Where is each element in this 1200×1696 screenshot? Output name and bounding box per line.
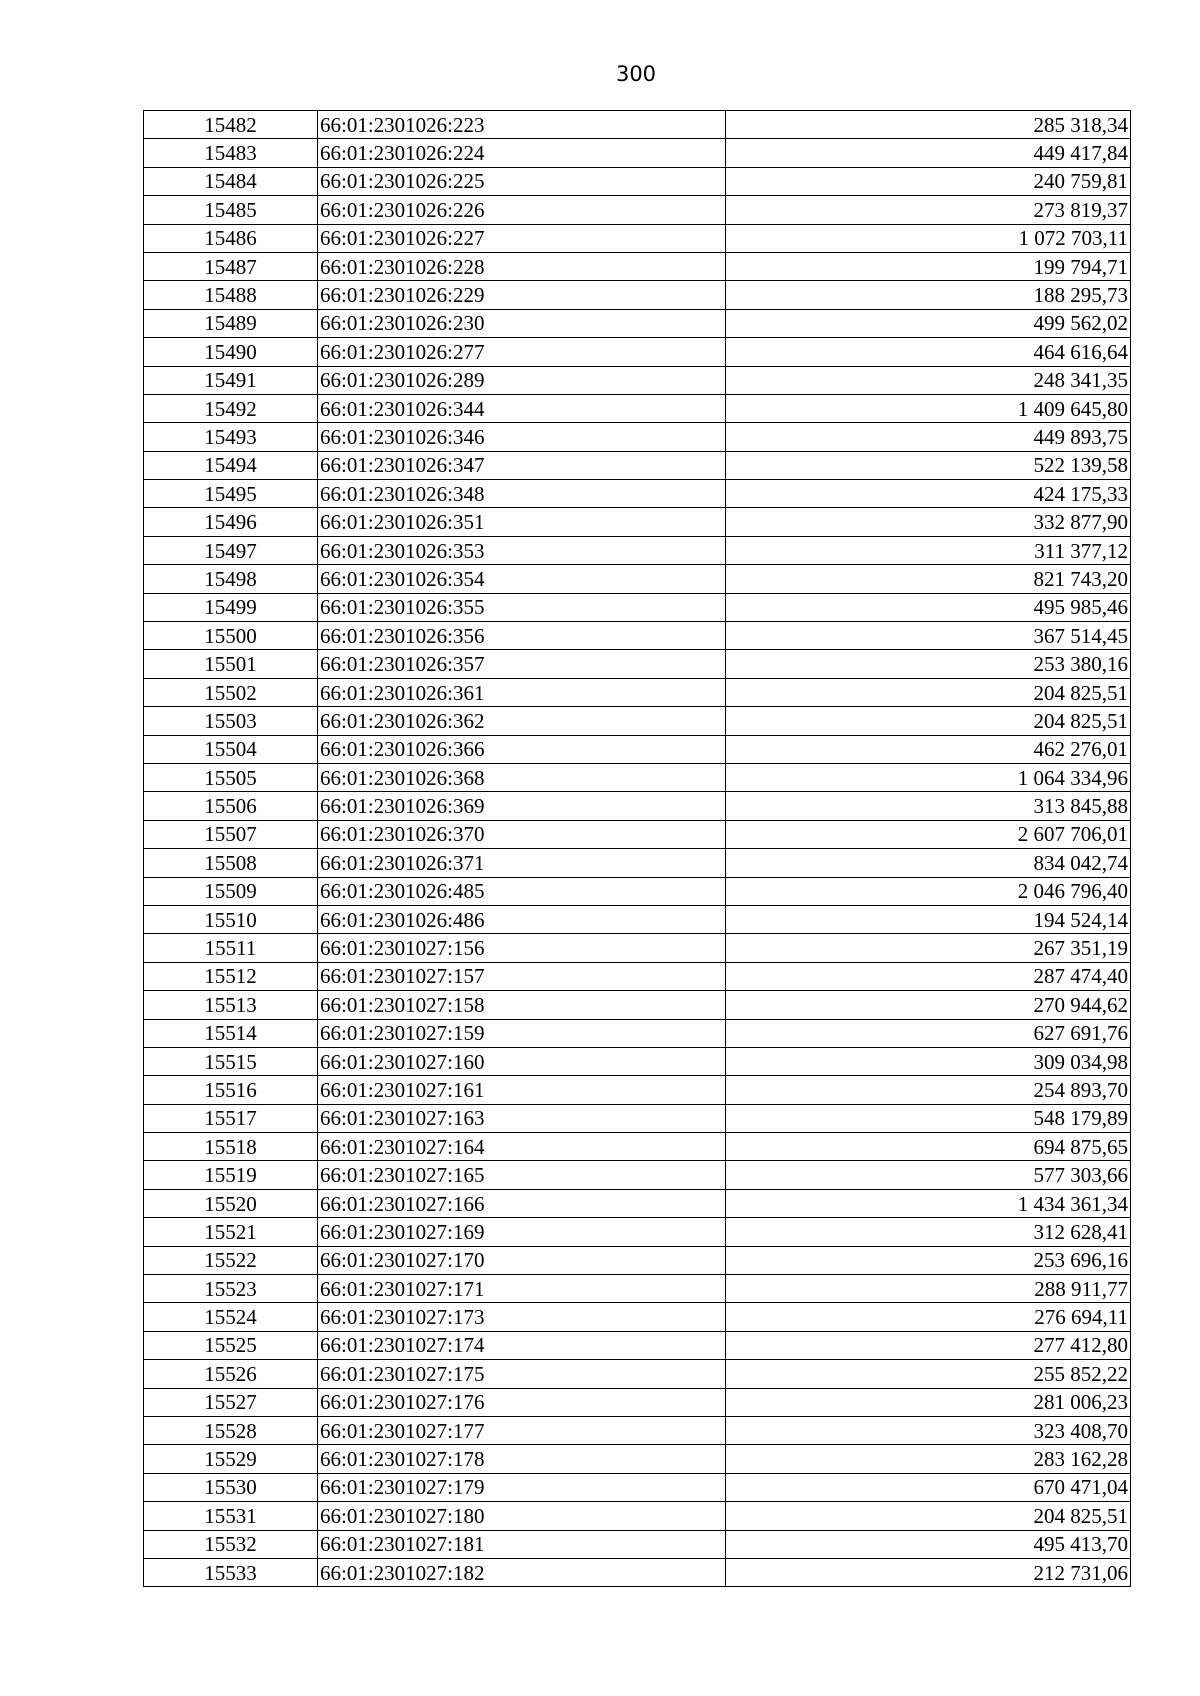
table-row — [144, 394, 1131, 422]
cadastral-number-cell: 66:01:2301027:171 — [318, 1275, 726, 1303]
cadastral-value-cell: 499 562,02 — [726, 309, 1131, 337]
row-number-cell: 15498 — [144, 565, 318, 593]
table-row — [144, 792, 1131, 820]
cadastral-number-cell: 66:01:2301027:176 — [318, 1388, 726, 1416]
row-number-cell: 15488 — [144, 281, 318, 309]
row-number-cell: 15485 — [144, 196, 318, 224]
cadastral-number-cell: 66:01:2301026:371 — [318, 849, 726, 877]
page-number: 300 — [615, 62, 657, 86]
row-number-cell: 15497 — [144, 536, 318, 564]
table-row — [144, 735, 1131, 763]
row-number-cell: 15483 — [144, 139, 318, 167]
cadastral-number-cell: 66:01:2301027:179 — [318, 1473, 726, 1501]
cadastral-value-cell: 2 607 706,01 — [726, 820, 1131, 848]
table-row — [144, 877, 1131, 905]
table-row — [144, 1275, 1131, 1303]
row-number-cell: 15515 — [144, 1047, 318, 1075]
row-number-cell: 15504 — [144, 735, 318, 763]
cadastral-value-table — [143, 110, 1131, 1587]
cadastral-number-cell: 66:01:2301026:357 — [318, 650, 726, 678]
row-number-cell: 15505 — [144, 763, 318, 791]
cadastral-number-cell: 66:01:2301026:485 — [318, 877, 726, 905]
row-number-cell: 15518 — [144, 1133, 318, 1161]
row-number-cell: 15522 — [144, 1246, 318, 1274]
cadastral-value-cell: 464 616,64 — [726, 338, 1131, 366]
table-row — [144, 650, 1131, 678]
row-number-cell: 15500 — [144, 622, 318, 650]
cadastral-value-cell: 204 825,51 — [726, 1502, 1131, 1530]
cadastral-number-cell: 66:01:2301026:353 — [318, 536, 726, 564]
cadastral-number-cell: 66:01:2301026:223 — [318, 111, 726, 139]
row-number-cell: 15521 — [144, 1218, 318, 1246]
cadastral-number-cell: 66:01:2301026:228 — [318, 252, 726, 280]
cadastral-value-cell: 1 064 334,96 — [726, 763, 1131, 791]
row-number-cell: 15486 — [144, 224, 318, 252]
cadastral-number-cell: 66:01:2301026:366 — [318, 735, 726, 763]
row-number-cell: 15496 — [144, 508, 318, 536]
cadastral-value-cell: 1 409 645,80 — [726, 394, 1131, 422]
cadastral-value-cell: 449 417,84 — [726, 139, 1131, 167]
table-row — [144, 1331, 1131, 1359]
row-number-cell: 15492 — [144, 394, 318, 422]
cadastral-value-cell: 212 731,06 — [726, 1558, 1131, 1586]
cadastral-number-cell: 66:01:2301026:227 — [318, 224, 726, 252]
cadastral-number-cell: 66:01:2301027:170 — [318, 1246, 726, 1274]
cadastral-value-cell: 204 825,51 — [726, 678, 1131, 706]
cadastral-number-cell: 66:01:2301026:348 — [318, 480, 726, 508]
row-number-cell: 15519 — [144, 1161, 318, 1189]
table-row — [144, 1388, 1131, 1416]
table-row — [144, 480, 1131, 508]
cadastral-number-cell: 66:01:2301027:181 — [318, 1530, 726, 1558]
cadastral-value-cell: 188 295,73 — [726, 281, 1131, 309]
cadastral-value-cell: 277 412,80 — [726, 1331, 1131, 1359]
cadastral-value-cell: 283 162,28 — [726, 1445, 1131, 1473]
table-row — [144, 1303, 1131, 1331]
cadastral-number-cell: 66:01:2301027:163 — [318, 1104, 726, 1132]
table-row — [144, 678, 1131, 706]
row-number-cell: 15502 — [144, 678, 318, 706]
cadastral-value-cell: 2 046 796,40 — [726, 877, 1131, 905]
cadastral-value-cell: 255 852,22 — [726, 1360, 1131, 1388]
table-row — [144, 1530, 1131, 1558]
table-row — [144, 366, 1131, 394]
table-row — [144, 139, 1131, 167]
cadastral-number-cell: 66:01:2301026:356 — [318, 622, 726, 650]
row-number-cell: 15491 — [144, 366, 318, 394]
cadastral-value-cell: 522 139,58 — [726, 451, 1131, 479]
table-row — [144, 565, 1131, 593]
cadastral-number-cell: 66:01:2301026:370 — [318, 820, 726, 848]
table-row — [144, 1133, 1131, 1161]
row-number-cell: 15501 — [144, 650, 318, 678]
cadastral-number-cell: 66:01:2301027:160 — [318, 1047, 726, 1075]
cadastral-value-cell: 462 276,01 — [726, 735, 1131, 763]
row-number-cell: 15487 — [144, 252, 318, 280]
cadastral-number-cell: 66:01:2301027:169 — [318, 1218, 726, 1246]
table-row — [144, 707, 1131, 735]
row-number-cell: 15511 — [144, 934, 318, 962]
row-number-cell: 15525 — [144, 1331, 318, 1359]
table-row — [144, 451, 1131, 479]
cadastral-value-cell: 1 072 703,11 — [726, 224, 1131, 252]
cadastral-number-cell: 66:01:2301027:177 — [318, 1416, 726, 1444]
table-row — [144, 252, 1131, 280]
table-row — [144, 1558, 1131, 1586]
cadastral-value-cell: 309 034,98 — [726, 1047, 1131, 1075]
table-row — [144, 1473, 1131, 1501]
cadastral-number-cell: 66:01:2301026:361 — [318, 678, 726, 706]
cadastral-value-cell: 577 303,66 — [726, 1161, 1131, 1189]
row-number-cell: 15526 — [144, 1360, 318, 1388]
row-number-cell: 15517 — [144, 1104, 318, 1132]
table-row — [144, 849, 1131, 877]
row-number-cell: 15482 — [144, 111, 318, 139]
cadastral-value-cell: 194 524,14 — [726, 905, 1131, 933]
table-row — [144, 508, 1131, 536]
cadastral-value-cell: 449 893,75 — [726, 423, 1131, 451]
cadastral-value-cell: 313 845,88 — [726, 792, 1131, 820]
row-number-cell: 15499 — [144, 593, 318, 621]
cadastral-value-cell: 253 696,16 — [726, 1246, 1131, 1274]
table-row — [144, 991, 1131, 1019]
cadastral-number-cell: 66:01:2301027:173 — [318, 1303, 726, 1331]
cadastral-number-cell: 66:01:2301026:289 — [318, 366, 726, 394]
row-number-cell: 15495 — [144, 480, 318, 508]
cadastral-number-cell: 66:01:2301026:368 — [318, 763, 726, 791]
cadastral-number-cell: 66:01:2301026:277 — [318, 338, 726, 366]
cadastral-value-cell: 694 875,65 — [726, 1133, 1131, 1161]
table-row — [144, 338, 1131, 366]
cadastral-number-cell: 66:01:2301026:346 — [318, 423, 726, 451]
row-number-cell: 15527 — [144, 1388, 318, 1416]
row-number-cell: 15532 — [144, 1530, 318, 1558]
cadastral-value-cell: 367 514,45 — [726, 622, 1131, 650]
table-row — [144, 1076, 1131, 1104]
cadastral-number-cell: 66:01:2301026:362 — [318, 707, 726, 735]
cadastral-number-cell: 66:01:2301027:174 — [318, 1331, 726, 1359]
cadastral-number-cell: 66:01:2301026:351 — [318, 508, 726, 536]
cadastral-number-cell: 66:01:2301027:180 — [318, 1502, 726, 1530]
table-row — [144, 593, 1131, 621]
cadastral-value-cell: 270 944,62 — [726, 991, 1131, 1019]
cadastral-value-cell: 287 474,40 — [726, 962, 1131, 990]
table-row — [144, 1445, 1131, 1473]
row-number-cell: 15533 — [144, 1558, 318, 1586]
row-number-cell: 15516 — [144, 1076, 318, 1104]
row-number-cell: 15490 — [144, 338, 318, 366]
table-row — [144, 281, 1131, 309]
cadastral-number-cell: 66:01:2301026:224 — [318, 139, 726, 167]
cadastral-number-cell: 66:01:2301026:230 — [318, 309, 726, 337]
table-row — [144, 1360, 1131, 1388]
cadastral-number-cell: 66:01:2301027:158 — [318, 991, 726, 1019]
cadastral-number-cell: 66:01:2301027:156 — [318, 934, 726, 962]
row-number-cell: 15507 — [144, 820, 318, 848]
table-row — [144, 962, 1131, 990]
cadastral-value-cell: 424 175,33 — [726, 480, 1131, 508]
cadastral-value-cell: 199 794,71 — [726, 252, 1131, 280]
cadastral-value-cell: 821 743,20 — [726, 565, 1131, 593]
cadastral-value-cell: 288 911,77 — [726, 1275, 1131, 1303]
table-row — [144, 1502, 1131, 1530]
table-row — [144, 309, 1131, 337]
cadastral-value-cell: 254 893,70 — [726, 1076, 1131, 1104]
row-number-cell: 15530 — [144, 1473, 318, 1501]
row-number-cell: 15513 — [144, 991, 318, 1019]
row-number-cell: 15514 — [144, 1019, 318, 1047]
table-row — [144, 1104, 1131, 1132]
cadastral-number-cell: 66:01:2301026:369 — [318, 792, 726, 820]
cadastral-number-cell: 66:01:2301027:161 — [318, 1076, 726, 1104]
cadastral-number-cell: 66:01:2301027:157 — [318, 962, 726, 990]
table-row — [144, 111, 1131, 139]
row-number-cell: 15484 — [144, 167, 318, 195]
cadastral-value-cell: 267 351,19 — [726, 934, 1131, 962]
row-number-cell: 15520 — [144, 1189, 318, 1217]
cadastral-number-cell: 66:01:2301027:178 — [318, 1445, 726, 1473]
cadastral-number-cell: 66:01:2301026:486 — [318, 905, 726, 933]
cadastral-value-cell: 627 691,76 — [726, 1019, 1131, 1047]
cadastral-number-cell: 66:01:2301026:229 — [318, 281, 726, 309]
cadastral-value-cell: 834 042,74 — [726, 849, 1131, 877]
cadastral-number-cell: 66:01:2301027:159 — [318, 1019, 726, 1047]
cadastral-number-cell: 66:01:2301026:354 — [318, 565, 726, 593]
table-row — [144, 1019, 1131, 1047]
table-row — [144, 1161, 1131, 1189]
table-row — [144, 167, 1131, 195]
cadastral-number-cell: 66:01:2301027:166 — [318, 1189, 726, 1217]
row-number-cell: 15506 — [144, 792, 318, 820]
table-row — [144, 820, 1131, 848]
cadastral-value-cell: 670 471,04 — [726, 1473, 1131, 1501]
cadastral-value-cell: 285 318,34 — [726, 111, 1131, 139]
row-number-cell: 15494 — [144, 451, 318, 479]
cadastral-value-cell: 495 985,46 — [726, 593, 1131, 621]
row-number-cell: 15529 — [144, 1445, 318, 1473]
cadastral-value-cell: 332 877,90 — [726, 508, 1131, 536]
cadastral-value-cell: 276 694,11 — [726, 1303, 1131, 1331]
cadastral-value-cell: 273 819,37 — [726, 196, 1131, 224]
table-row — [144, 622, 1131, 650]
cadastral-value-cell: 1 434 361,34 — [726, 1189, 1131, 1217]
row-number-cell: 15489 — [144, 309, 318, 337]
cadastral-number-cell: 66:01:2301027:182 — [318, 1558, 726, 1586]
row-number-cell: 15531 — [144, 1502, 318, 1530]
table-body — [144, 111, 1131, 1587]
row-number-cell: 15523 — [144, 1275, 318, 1303]
table-row — [144, 196, 1131, 224]
cadastral-value-cell: 323 408,70 — [726, 1416, 1131, 1444]
row-number-cell: 15509 — [144, 877, 318, 905]
row-number-cell: 15508 — [144, 849, 318, 877]
cadastral-number-cell: 66:01:2301026:226 — [318, 196, 726, 224]
cadastral-value-cell: 248 341,35 — [726, 366, 1131, 394]
row-number-cell: 15512 — [144, 962, 318, 990]
row-number-cell: 15510 — [144, 905, 318, 933]
table-row — [144, 905, 1131, 933]
cadastral-value-cell: 548 179,89 — [726, 1104, 1131, 1132]
cadastral-number-cell: 66:01:2301026:355 — [318, 593, 726, 621]
cadastral-value-cell: 495 413,70 — [726, 1530, 1131, 1558]
row-number-cell: 15524 — [144, 1303, 318, 1331]
table-row — [144, 934, 1131, 962]
cadastral-value-cell: 311 377,12 — [726, 536, 1131, 564]
cadastral-value-cell: 281 006,23 — [726, 1388, 1131, 1416]
row-number-cell: 15503 — [144, 707, 318, 735]
cadastral-number-cell: 66:01:2301027:165 — [318, 1161, 726, 1189]
table-row — [144, 1416, 1131, 1444]
cadastral-value-cell: 312 628,41 — [726, 1218, 1131, 1246]
table-row — [144, 763, 1131, 791]
table-row — [144, 1047, 1131, 1075]
cadastral-value-cell: 204 825,51 — [726, 707, 1131, 735]
cadastral-value-cell: 240 759,81 — [726, 167, 1131, 195]
cadastral-value-cell: 253 380,16 — [726, 650, 1131, 678]
cadastral-number-cell: 66:01:2301026:344 — [318, 394, 726, 422]
table-row — [144, 536, 1131, 564]
row-number-cell: 15493 — [144, 423, 318, 451]
table-row — [144, 224, 1131, 252]
table-row — [144, 1189, 1131, 1217]
row-number-cell: 15528 — [144, 1416, 318, 1444]
table-row — [144, 1218, 1131, 1246]
cadastral-number-cell: 66:01:2301026:347 — [318, 451, 726, 479]
table-row — [144, 423, 1131, 451]
table-row — [144, 1246, 1131, 1274]
cadastral-number-cell: 66:01:2301026:225 — [318, 167, 726, 195]
cadastral-number-cell: 66:01:2301027:164 — [318, 1133, 726, 1161]
cadastral-number-cell: 66:01:2301027:175 — [318, 1360, 726, 1388]
